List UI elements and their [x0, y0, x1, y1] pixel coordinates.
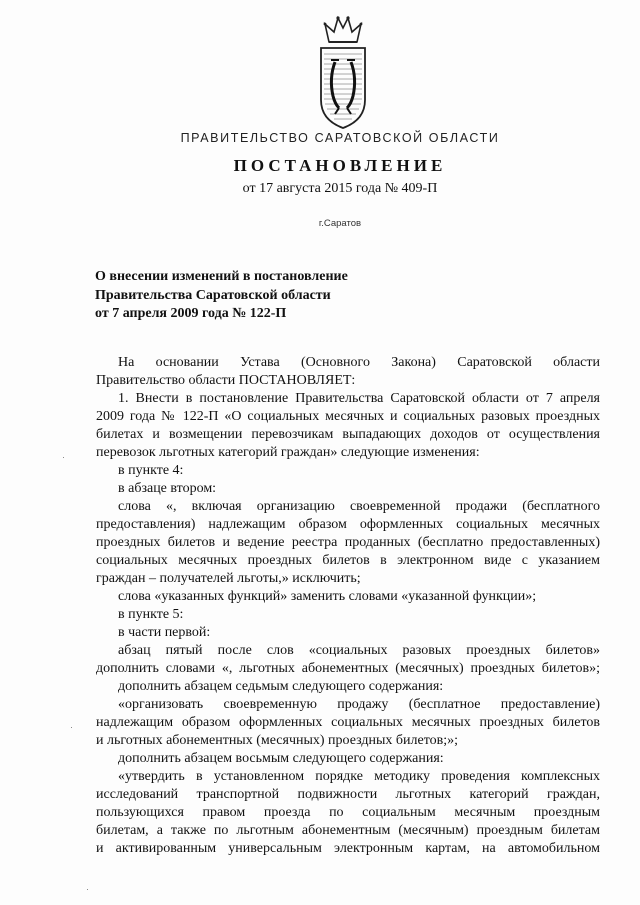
body-line: проездных билетов и ведение реестра проданных (бесплатно предоставленных): [96, 535, 600, 550]
document-body: [96, 354, 600, 858]
subject-line: от 7 апреля 2009 года № 122-П: [95, 306, 287, 321]
body-line: билетам, а также по льготным абонементным (месячным) проездным билетам: [96, 823, 600, 838]
body-line: слова «указанных функций» заменить словами «указанной функции»;: [118, 589, 537, 604]
body-line: дополнить абзацем восьмым следующего содержания:: [118, 751, 444, 766]
body-line: в пункте 5:: [118, 607, 184, 622]
body-line: На основании Устава (Основного Закона) Саратовской области: [118, 355, 600, 370]
body-line: слова «, включая организацию своевременной продажи (бесплатного: [118, 499, 600, 514]
scan-mark: ·: [62, 452, 65, 462]
body-line: «организовать своевременную продажу (бесплатное предоставление): [118, 697, 600, 712]
body-line: социальных месячных проездных билетов в электронном виде с указанием: [96, 553, 600, 568]
body-line: дополнить абзацем седьмым следующего содержания:: [118, 679, 444, 694]
body-line: и льготных абонементных (месячных) проездных билетов;»;: [96, 733, 459, 748]
body-line: 2009 года № 122-П «О социальных месячных и социальных разовых проездных: [96, 409, 600, 424]
government-name: ПРАВИТЕЛЬСТВО САРАТОВСКОЙ ОБЛАСТИ: [180, 131, 500, 145]
document-city: г.Саратов: [318, 218, 362, 229]
subject-line: О внесении изменений в постановление: [95, 269, 348, 284]
document-date-number: от 17 августа 2015 года № 409-П: [242, 181, 438, 196]
body-line: дополнить словами «, льготных абонементных (месячных) проездных билетов»;: [96, 661, 600, 676]
body-line: надлежащим образом оформленных социальных месячных проездных билетов: [96, 715, 600, 730]
body-line: абзац пятый после слов «социальных разовых проездных билетов»: [118, 643, 600, 658]
body-line: в пункте 4:: [118, 463, 184, 478]
body-line: «утвердить в установленном порядке методику проведения комплексных: [118, 769, 600, 784]
body-line: в части первой:: [118, 625, 211, 640]
body-line: граждан – получателей льготы,» исключить;: [96, 571, 361, 586]
body-line: Правительство области ПОСТАНОВЛЯЕТ:: [96, 373, 356, 388]
scan-mark: ·: [70, 722, 73, 732]
body-line: и активированным универсальным электронным картам, на автомобильном: [96, 841, 600, 856]
body-line: перевозок льготных категорий граждан» следующие изменения:: [96, 445, 480, 460]
scan-mark: ·: [86, 884, 89, 894]
coat-of-arms-icon: [315, 12, 371, 130]
body-line: пользующихся правом проезда по социальным месячным проездным: [96, 805, 600, 820]
body-line: билетах и возмещении перевозчикам выпадающих доходов от осуществления: [96, 427, 600, 442]
body-line: 1. Внести в постановление Правительства Саратовской области от 7 апреля: [118, 391, 600, 406]
body-line: предоставления) надлежащим образом оформленных социальных месячных: [96, 517, 600, 532]
body-line: исследований транспортной подвижности льготных категорий граждан,: [96, 787, 600, 802]
document-type: ПОСТАНОВЛЕНИЕ: [233, 156, 447, 175]
subject-line: Правительства Саратовской области: [95, 287, 331, 303]
body-line: в абзаце втором:: [118, 481, 217, 496]
document-subject: [95, 268, 425, 324]
